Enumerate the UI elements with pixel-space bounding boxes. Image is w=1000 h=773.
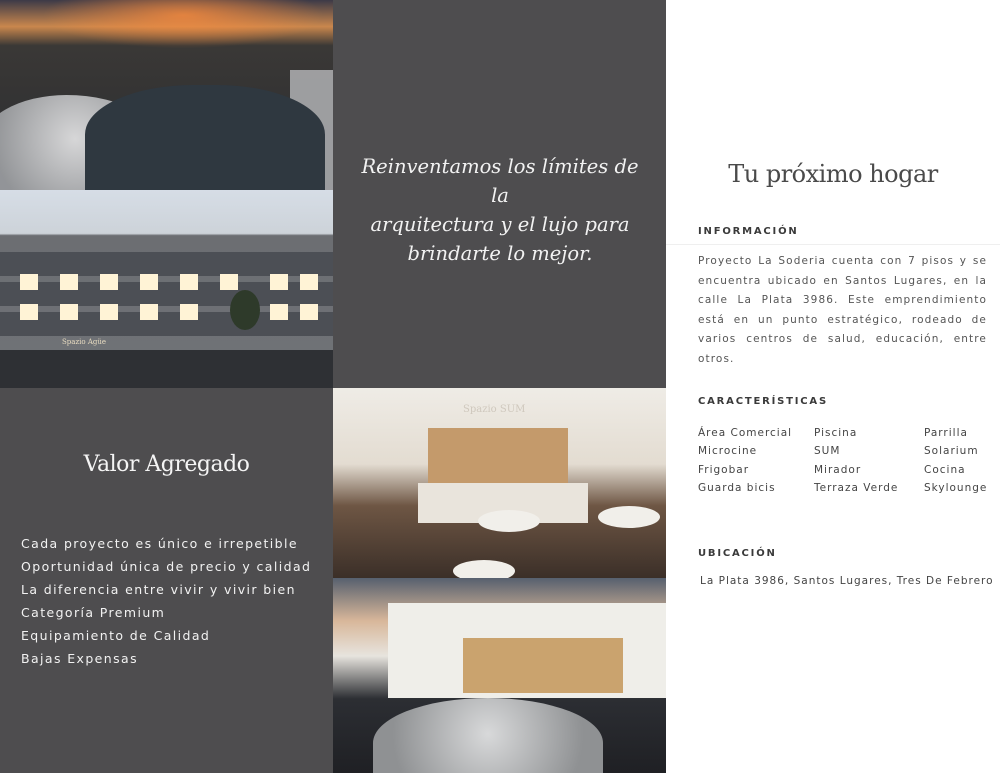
page-title: Tu próximo hogar <box>728 160 938 188</box>
feature-item: Mirador <box>814 463 862 476</box>
valor-item: Oportunidad única de precio y calidad <box>21 559 312 574</box>
divider <box>666 244 1000 245</box>
window <box>180 274 198 290</box>
window <box>20 304 38 320</box>
window <box>60 304 78 320</box>
info-text: Proyecto La Soderia cuenta con 7 pisos y se encuentra ubicado en Santos Lugares, en la calle La Plata 3986. Este emprendimiento está en un punto estratégico, rodeado de varios centros de salud, educación, entre otros. <box>698 255 987 365</box>
feature-item: Terraza Verde <box>814 481 899 494</box>
sum-sign: Spazio SUM <box>463 404 526 415</box>
feature-item: Parrilla <box>924 427 968 439</box>
sum-lounge-photo <box>333 388 666 578</box>
quote-line: Reinventamos los límites de la <box>361 155 639 207</box>
valor-item: Equipamiento de Calidad <box>21 628 211 643</box>
floor-band <box>0 252 333 276</box>
feature-item: Microcine <box>698 445 758 458</box>
table <box>478 510 540 532</box>
location-heading: UBICACIÓN <box>698 548 777 559</box>
features-grid <box>698 424 990 497</box>
valor-item: Categoría Premium <box>21 605 166 620</box>
window <box>180 304 198 320</box>
window <box>270 274 288 290</box>
window <box>300 304 318 320</box>
quote-line: arquitectura y el lujo para <box>370 213 630 236</box>
table <box>598 506 660 528</box>
street <box>0 350 333 388</box>
building-facade-photo <box>0 190 333 388</box>
window <box>270 304 288 320</box>
rooftop-terrace-photo <box>0 0 333 190</box>
window <box>60 274 78 290</box>
valor-list <box>21 532 311 670</box>
glass-front <box>463 638 623 693</box>
valor-title: Valor Agregado <box>83 452 250 477</box>
window <box>140 304 158 320</box>
feature-item: SUM <box>814 445 841 458</box>
quote-line: brindarte lo mejor. <box>407 242 593 265</box>
feature-item: Guarda bicis <box>698 481 776 494</box>
tree <box>230 290 260 330</box>
quote-text <box>350 152 650 268</box>
terrace-building-photo <box>333 578 666 773</box>
window <box>100 304 118 320</box>
facade-sign: Spazio Agüe <box>62 338 107 346</box>
valor-item: Bajas Expensas <box>21 651 138 666</box>
location-text: La Plata 3986, Santos Lugares, Tres De Febrero <box>700 575 994 587</box>
feature-item: Piscina <box>814 427 858 439</box>
window <box>300 274 318 290</box>
valor-item: La diferencia entre vivir y vivir bien <box>21 582 296 597</box>
table <box>453 560 515 578</box>
window <box>140 274 158 290</box>
feature-item: Skylounge <box>924 481 988 494</box>
valor-item: Cada proyecto es único e irrepetible <box>21 536 298 551</box>
features-heading: CARACTERÍSTICAS <box>698 396 828 407</box>
window <box>100 274 118 290</box>
gravel-garden <box>373 698 603 773</box>
window <box>220 274 238 290</box>
feature-item: Cocina <box>924 463 966 476</box>
feature-item: Área Comercial <box>698 427 793 439</box>
info-heading: INFORMACIÓN <box>698 226 799 237</box>
feature-item: Frigobar <box>698 463 750 476</box>
walkway <box>85 85 325 190</box>
window <box>20 274 38 290</box>
feature-item: Solarium <box>924 445 979 458</box>
